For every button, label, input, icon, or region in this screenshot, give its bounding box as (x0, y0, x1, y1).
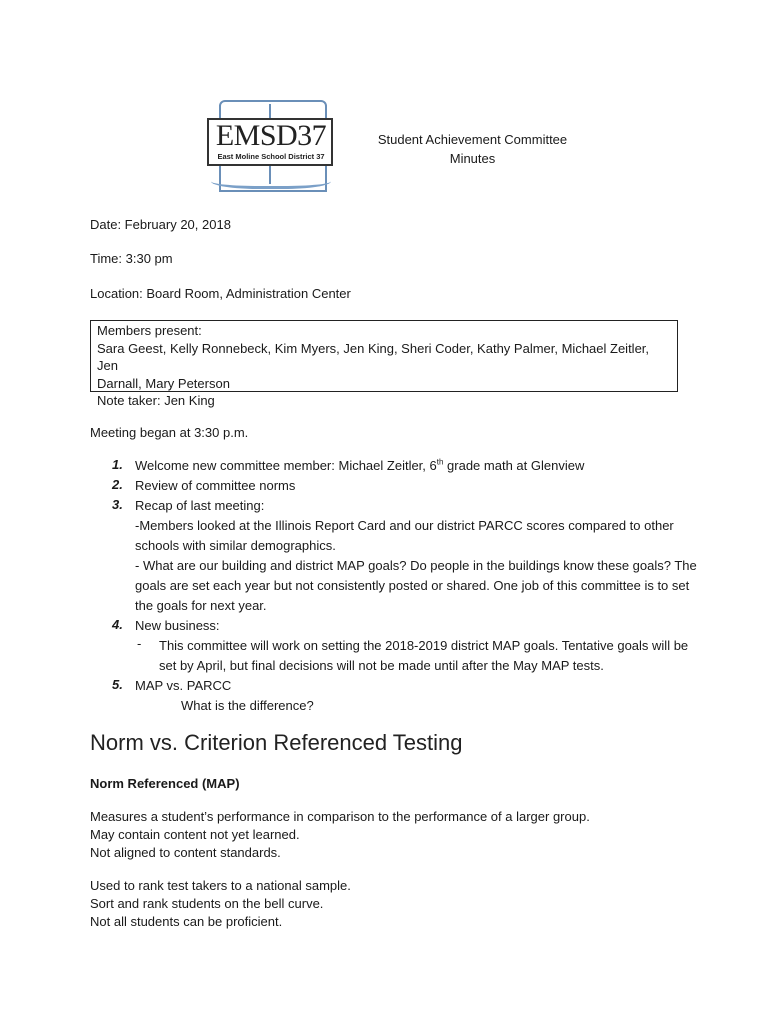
meeting-location: Location: Board Room, Administration Center (90, 286, 351, 301)
agenda-item-4: New business: (135, 618, 220, 633)
document-title (360, 130, 585, 168)
members-names-line-2: Darnall, Mary Peterson (97, 375, 230, 391)
logo-sub-text: East Moline School District 37 (217, 152, 325, 161)
logo-nameplate (207, 118, 333, 166)
section-heading: Norm vs. Criterion Referenced Testing (90, 730, 463, 755)
meeting-date: Date: February 20, 2018 (90, 217, 231, 232)
norm-purpose-paragraph (90, 877, 351, 931)
agenda-number-1: 1. (112, 457, 123, 472)
members-names-line-1: Sara Geest, Kelly Ronnebeck, Kim Myers, Jen King, Sheri Coder, Kathy Palmer, Michael Zeitler, Jen (97, 340, 650, 373)
agenda-item-3-detail-5: the goals for next year. (135, 598, 267, 613)
agenda-item-1-text: Welcome new committee member: Michael Zeitler, 6 (135, 458, 437, 473)
agenda-item-4-detail-1: This committee will work on setting the 2018-2019 district MAP goals. Tentative goals will be (159, 638, 689, 653)
title-line-2: Minutes (449, 151, 496, 166)
agenda-item-2: Review of committee norms (135, 478, 296, 493)
paragraph-line: Sort and rank students on the bell curve. (90, 896, 324, 911)
agenda-item-1-text-end: grade math at Glenview (443, 458, 585, 473)
agenda-item-1 (135, 456, 584, 476)
agenda-item-4-detail-2: set by April, but final decisions will not be made until after the May MAP tests. (159, 658, 604, 673)
ordinal-suffix: th (436, 457, 444, 467)
paragraph-line: Not all students can be proficient. (90, 914, 283, 929)
agenda-item-5-question: What is the difference? (181, 698, 314, 713)
norm-description-paragraph (90, 808, 590, 862)
agenda-item-3-detail-2: schools with similar demographics. (135, 538, 336, 553)
section-subheading: Norm Referenced (MAP) (90, 776, 240, 791)
book-base (211, 170, 331, 189)
agenda-number-5: 5. (112, 677, 123, 692)
meeting-start: Meeting began at 3:30 p.m. (90, 425, 249, 440)
agenda-item-3: Recap of last meeting: (135, 498, 265, 513)
paragraph-line: May contain content not yet learned. (90, 827, 300, 842)
members-heading: Members present: (97, 323, 202, 338)
members-present-box (90, 320, 678, 408)
bullet-dash: - (137, 636, 142, 651)
agenda-item-3-detail-4: goals are set each year but not consistently posted or shared. One job of this committee is to set (135, 578, 690, 593)
agenda-number-4: 4. (112, 617, 123, 632)
agenda-item-5: MAP vs. PARCC (135, 678, 232, 693)
title-line-1: Student Achievement Committee (377, 132, 568, 147)
paragraph-line: Measures a student’s performance in comparison to the performance of a larger group. (90, 809, 590, 824)
note-taker: Note taker: Jen King (97, 393, 215, 408)
paragraph-line: Used to rank test takers to a national sample. (90, 878, 351, 893)
meeting-time: Time: 3:30 pm (90, 251, 173, 266)
logo-main-text: EMSD37 (215, 119, 327, 152)
agenda-item-3-detail-3: - What are our building and district MAP goals? Do people in the buildings know these goals? The (135, 558, 697, 573)
agenda-number-3: 3. (112, 497, 123, 512)
paragraph-line: Not aligned to content standards. (90, 845, 281, 860)
district-logo (205, 100, 337, 188)
agenda-number-2: 2. (112, 477, 123, 492)
agenda-item-3-detail-1: -Members looked at the Illinois Report Card and our district PARCC scores compared to other (135, 518, 674, 533)
